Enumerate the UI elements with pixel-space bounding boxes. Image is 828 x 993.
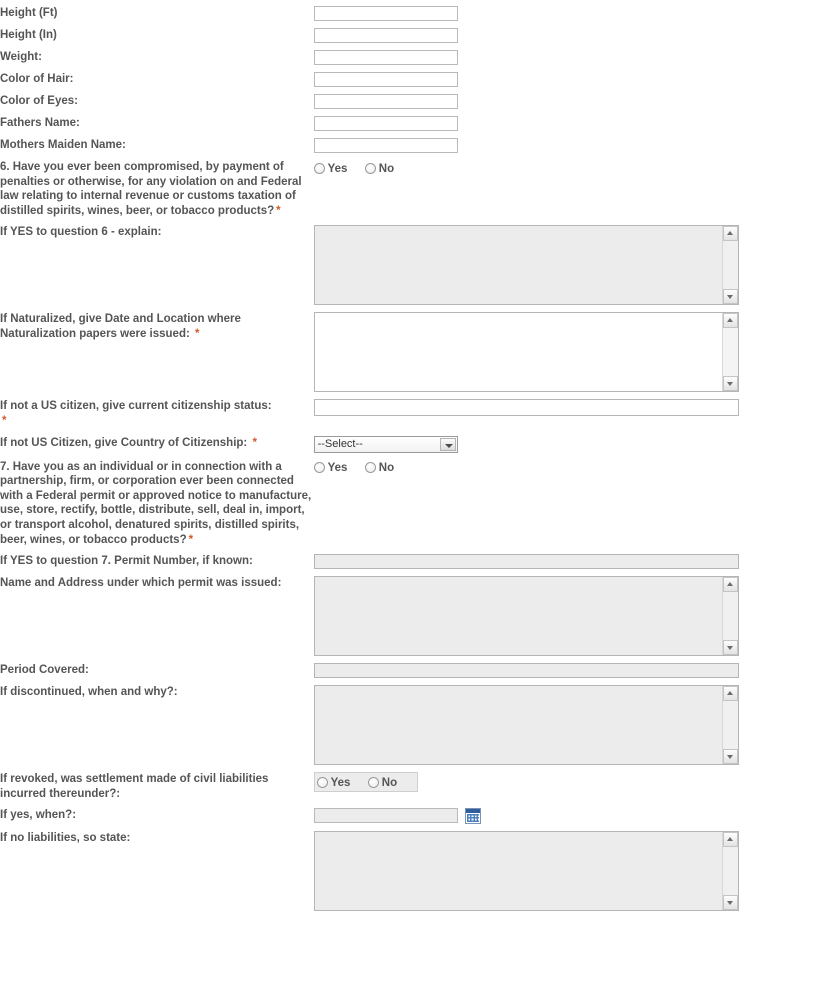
label-cell <box>0 24 314 43</box>
scroll-up-arrow-icon[interactable] <box>723 686 738 701</box>
revoked-settlement-radio-yes[interactable] <box>317 775 351 789</box>
citizenship-status-label-text: If not a US citizen, give current citizenship status: <box>0 400 272 413</box>
field-label: If YES to question 6 - explain: <box>0 226 162 239</box>
radio-button-icon[interactable] <box>314 462 325 473</box>
form-row-question-6-explain <box>0 221 828 305</box>
field-cell <box>314 156 828 218</box>
no-liabilities-textarea[interactable] <box>314 831 739 911</box>
question-6-explain-textarea[interactable] <box>314 225 739 305</box>
field-cell <box>314 659 828 678</box>
field-cell <box>314 550 828 569</box>
mothers-maiden-name-input[interactable] <box>314 138 458 153</box>
field-label: Period Covered: <box>0 664 89 677</box>
label-cell <box>0 768 314 801</box>
scroll-down-arrow-icon[interactable] <box>723 749 738 764</box>
field-label: If yes, when?: <box>0 809 77 822</box>
form-row-question-6 <box>0 156 828 218</box>
form-row-color-of-eyes <box>0 90 828 109</box>
field-label: Fathers Name: <box>0 117 80 129</box>
question-7-radio-yes[interactable] <box>314 460 348 474</box>
naturalization-textarea[interactable] <box>314 312 739 392</box>
textarea-scrollbar[interactable] <box>722 832 738 910</box>
height-in-input[interactable] <box>314 28 458 43</box>
field-label: Name and Address under which permit was issued: <box>0 577 282 590</box>
calendar-icon[interactable] <box>465 808 481 824</box>
field-label: If discontinued, when and why?: <box>0 686 178 699</box>
label-cell <box>0 156 314 218</box>
radio-label: No <box>378 162 395 175</box>
label-cell <box>0 572 314 656</box>
field-cell <box>314 68 828 87</box>
form-row-naturalization <box>0 308 828 392</box>
fathers-name-input[interactable] <box>314 116 458 131</box>
if-yes-when-input[interactable] <box>314 808 458 823</box>
scroll-down-arrow-icon[interactable] <box>723 289 738 304</box>
form-row-permit-name-address <box>0 572 828 656</box>
revoked-settlement-radio-group <box>314 772 419 792</box>
field-cell <box>314 572 828 656</box>
field-label: Height (In) <box>0 29 57 41</box>
country-of-citizenship-label-text: If not US Citizen, give Country of Citizenship: <box>0 436 248 449</box>
required-marker: * <box>252 436 257 449</box>
field-cell <box>314 456 828 548</box>
field-cell <box>314 24 828 43</box>
field-cell <box>314 2 828 21</box>
label-cell <box>0 68 314 87</box>
field-label: Mothers Maiden Name: <box>0 139 126 151</box>
form-row-color-of-hair <box>0 68 828 87</box>
field-label: If no liabilities, so state: <box>0 832 131 845</box>
if-yes-when-date-row <box>314 808 828 824</box>
period-covered-input[interactable] <box>314 663 739 678</box>
question-6-radio-no[interactable] <box>365 161 394 175</box>
field-label: If revoked, was settlement made of civil liabilities incurred thereunder?: <box>0 773 269 800</box>
label-cell <box>0 46 314 65</box>
form-row-if-discontinued <box>0 681 828 765</box>
field-cell <box>314 827 828 911</box>
color-of-eyes-input[interactable] <box>314 94 458 109</box>
label-cell <box>0 221 314 305</box>
radio-label: No <box>381 776 398 789</box>
radio-button-icon[interactable] <box>365 163 376 174</box>
height-ft-input[interactable] <box>314 6 458 21</box>
form-row-if-yes-when <box>0 804 828 824</box>
field-cell <box>314 134 828 153</box>
field-cell <box>314 395 828 428</box>
field-cell <box>314 46 828 65</box>
field-label: Weight: <box>0 51 42 63</box>
textarea-scrollbar[interactable] <box>722 226 738 304</box>
textarea-scrollbar[interactable] <box>722 577 738 655</box>
form-row-fathers-name <box>0 112 828 131</box>
radio-label: Yes <box>330 776 351 789</box>
question-7-text: 7. Have you as an individual or in connection with a partnership, firm, or corporation ever been connected with a Federal permit or approved notice to manufacture, use, store, rectify, bottle, distribute, sell, deal in, import, or transport alcohol, denatured spirits, distilled spirits, beer, wines, or tobacco products? <box>0 460 312 546</box>
radio-button-icon[interactable] <box>365 462 376 473</box>
question-6-text: 6. Have you ever been compromised, by payment of penalties or otherwise, for any violation on and Federal law relating to internal revenue or customs taxation of distilled spirits, wines, beer, or tobacco products? <box>0 161 302 217</box>
field-cell <box>314 90 828 109</box>
scroll-up-arrow-icon[interactable] <box>723 577 738 592</box>
color-of-hair-input[interactable] <box>314 72 458 87</box>
field-label: Color of Eyes: <box>0 95 78 107</box>
permit-number-input[interactable] <box>314 554 739 569</box>
field-label <box>0 432 314 451</box>
question-6-radio-group <box>314 160 409 175</box>
radio-button-icon[interactable] <box>317 777 328 788</box>
scroll-down-arrow-icon[interactable] <box>723 640 738 655</box>
label-cell <box>0 134 314 153</box>
label-cell <box>0 659 314 678</box>
form-row-height-in <box>0 24 828 43</box>
form-row-period-covered <box>0 659 828 678</box>
field-label <box>0 395 314 428</box>
scroll-up-arrow-icon[interactable] <box>723 226 738 241</box>
field-label <box>0 156 314 218</box>
form-row-citizenship-status <box>0 395 828 428</box>
radio-label: Yes <box>327 162 348 175</box>
form-row-revoked-settlement <box>0 768 828 801</box>
scroll-down-arrow-icon[interactable] <box>723 376 738 391</box>
label-cell <box>0 681 314 765</box>
field-label: If YES to question 7. Permit Number, if known: <box>0 555 253 568</box>
label-cell <box>0 308 314 392</box>
form-row-question-7 <box>0 456 828 548</box>
question-6-radio-yes[interactable] <box>314 161 348 175</box>
radio-button-icon[interactable] <box>314 163 325 174</box>
required-marker: * <box>2 414 7 427</box>
chevron-down-icon[interactable] <box>440 438 456 451</box>
question-7-radio-group <box>314 460 409 475</box>
country-of-citizenship-select[interactable] <box>314 436 458 453</box>
label-cell <box>0 827 314 911</box>
form-row-height-ft <box>0 2 828 21</box>
field-cell <box>314 681 828 765</box>
required-marker: * <box>188 533 194 546</box>
label-cell <box>0 432 314 453</box>
radio-button-icon[interactable] <box>368 777 379 788</box>
scroll-up-arrow-icon[interactable] <box>723 313 738 328</box>
form-row-permit-number <box>0 550 828 569</box>
field-cell <box>314 804 828 824</box>
question-7-radio-no[interactable] <box>365 460 394 474</box>
select-value: --Select-- <box>317 437 363 450</box>
form-row-mothers-maiden-name <box>0 134 828 153</box>
if-discontinued-textarea[interactable] <box>314 685 739 765</box>
field-cell <box>314 308 828 392</box>
field-label: Height (Ft) <box>0 7 58 19</box>
form-table <box>0 2 828 911</box>
scroll-up-arrow-icon[interactable] <box>723 832 738 847</box>
label-cell <box>0 550 314 569</box>
label-cell <box>0 2 314 21</box>
form-row-no-liabilities <box>0 827 828 911</box>
required-marker: * <box>276 204 281 217</box>
naturalization-label-text: If Naturalized, give Date and Location where Naturalization papers were issued: <box>0 313 241 340</box>
form-row-country-of-citizenship <box>0 432 828 453</box>
field-label <box>0 456 314 548</box>
label-cell <box>0 804 314 824</box>
field-cell <box>314 432 828 453</box>
label-cell <box>0 456 314 548</box>
citizenship-status-input[interactable] <box>314 399 739 416</box>
field-label <box>0 308 314 341</box>
label-cell <box>0 395 314 428</box>
field-cell <box>314 112 828 131</box>
textarea-scrollbar[interactable] <box>722 313 738 391</box>
field-label: Color of Hair: <box>0 73 74 85</box>
form-row-weight <box>0 46 828 65</box>
required-marker: * <box>195 327 200 340</box>
scroll-down-arrow-icon[interactable] <box>723 895 738 910</box>
label-cell <box>0 112 314 131</box>
label-cell <box>0 90 314 109</box>
radio-label: Yes <box>327 462 348 475</box>
permit-name-address-textarea[interactable] <box>314 576 739 656</box>
field-cell <box>314 221 828 305</box>
weight-input[interactable] <box>314 50 458 65</box>
revoked-settlement-radio-no[interactable] <box>368 775 397 789</box>
field-cell <box>314 768 828 801</box>
textarea-scrollbar[interactable] <box>722 686 738 764</box>
radio-label: No <box>378 462 395 475</box>
